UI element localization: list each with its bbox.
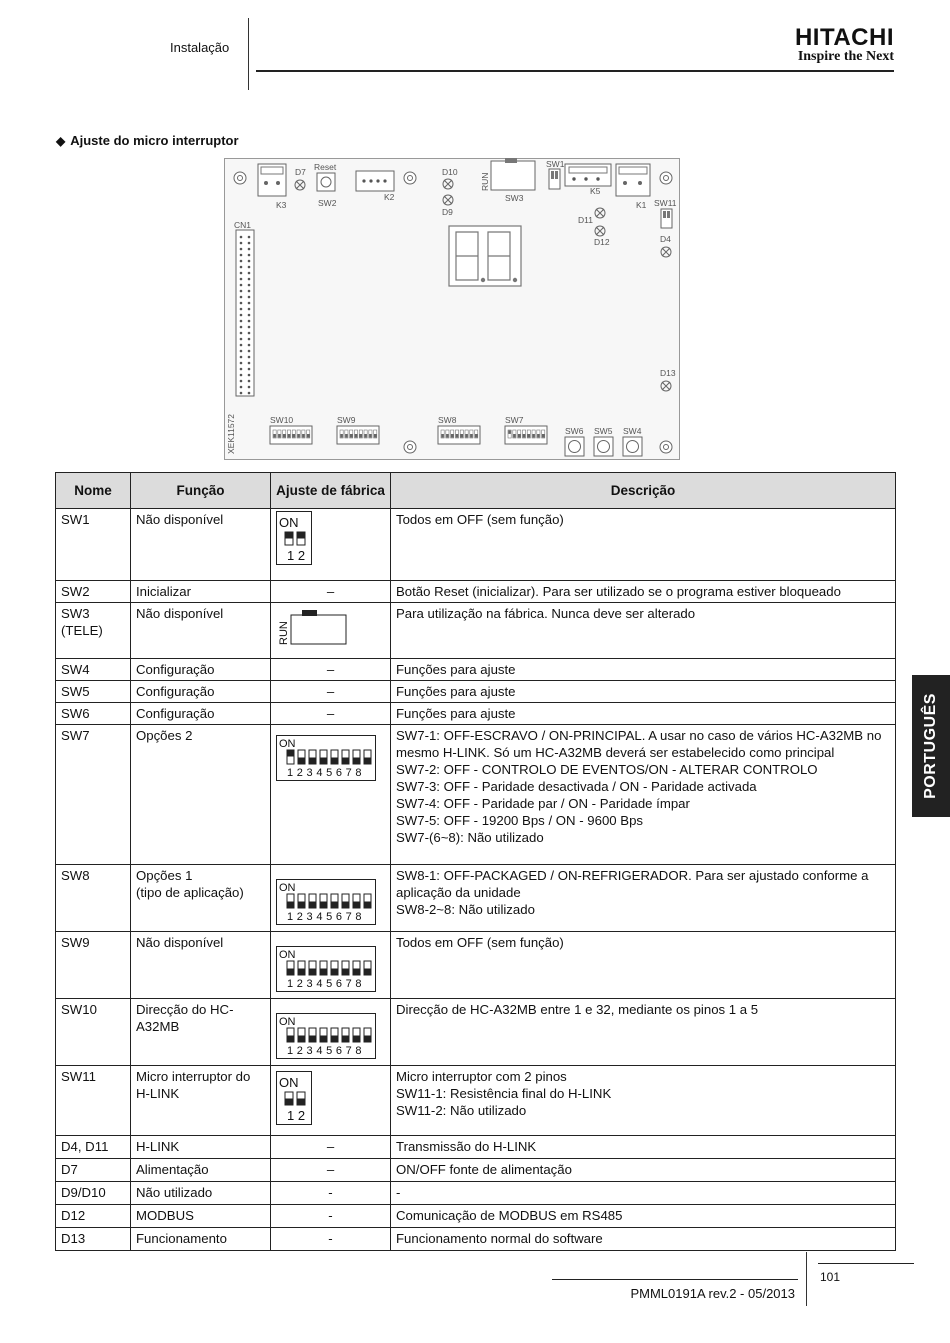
slide-switch-run-diagram <box>276 605 356 649</box>
svg-text:ON: ON <box>279 1075 299 1090</box>
table-row <box>56 1205 896 1228</box>
row-factory: - <box>271 1205 391 1228</box>
row-name: SW3 (TELE) <box>56 603 131 659</box>
header-rule <box>256 70 894 72</box>
row-function: Opções 1 (tipo de aplicação) <box>131 865 271 932</box>
table-row <box>56 509 896 581</box>
dip-knob <box>365 969 371 975</box>
row-description: Direcção de HC-A32MB entre 1 e 32, mediante os pinos 1 a 5 <box>391 999 896 1066</box>
k2-label: K2 <box>384 192 395 202</box>
row-function: Não disponível <box>131 932 271 999</box>
board-dip-knob <box>374 434 377 438</box>
cn1-pin <box>248 290 251 293</box>
row-function: Inicializar <box>131 581 271 603</box>
board-dip-knob <box>278 434 281 438</box>
row-factory: - <box>271 1182 391 1205</box>
dip-knob <box>343 758 349 764</box>
row-description: SW8-1: OFF-PACKAGED / ON-REFRIGERADOR. Para ser ajustado conforme a aplicação da unidade SW8-2~8: Não utilizado <box>391 865 896 932</box>
col-header-description: Descrição <box>391 473 896 509</box>
board-dip-knob <box>345 434 348 438</box>
k5-label: K5 <box>590 186 601 196</box>
dip-knob <box>332 969 338 975</box>
board-dip-knob <box>297 434 300 438</box>
board-dip-knob <box>360 434 363 438</box>
row-factory: – <box>271 703 391 725</box>
dip8-diagram-sw9 <box>276 946 376 992</box>
cn1-pin <box>248 266 251 269</box>
row-function: Configuração <box>131 659 271 681</box>
language-tab <box>912 675 950 817</box>
row-name: D13 <box>56 1228 131 1251</box>
board-dip-knob <box>475 434 478 438</box>
cn1-pin <box>248 368 251 371</box>
row-description: Funções para ajuste <box>391 703 896 725</box>
row-description: Todos em OFF (sem função) <box>391 509 896 581</box>
table-row <box>56 1182 896 1205</box>
row-factory: – <box>271 1136 391 1159</box>
section-title-text: Ajuste do micro interruptor <box>70 133 239 148</box>
d9-label: D9 <box>442 207 453 217</box>
svg-text:ON: ON <box>279 738 296 750</box>
table-row <box>56 703 896 725</box>
header-divider <box>248 18 249 90</box>
dip2-diagram-sw11 <box>276 1071 312 1125</box>
dip-knob <box>299 902 305 908</box>
dip-knob <box>310 758 316 764</box>
row-function: Não disponível <box>131 603 271 659</box>
row-factory: – <box>271 1159 391 1182</box>
board-dip-knob <box>340 434 343 438</box>
table-row <box>56 581 896 603</box>
cn1-pin <box>240 380 243 383</box>
dip-knob <box>365 1036 371 1042</box>
row-name: SW2 <box>56 581 131 603</box>
row-description: Transmissão do H-LINK <box>391 1136 896 1159</box>
table-row <box>56 725 896 865</box>
footer-rule <box>552 1279 798 1280</box>
dip-knob <box>343 969 349 975</box>
row-factory <box>271 932 391 999</box>
row-function: H-LINK <box>131 1136 271 1159</box>
cn1-pin <box>240 302 243 305</box>
row-function: MODBUS <box>131 1205 271 1228</box>
board-dip-knob <box>523 434 526 438</box>
table-row <box>56 1066 896 1136</box>
footer-document-code: PMML0191A rev.2 - 05/2013 <box>630 1286 795 1301</box>
cn1-pin <box>240 368 243 371</box>
cn1-pin <box>240 296 243 299</box>
row-description: Micro interruptor com 2 pinos SW11-1: Resistência final do H-LINK SW11-2: Não utilizado <box>391 1066 896 1136</box>
dip-knob <box>288 751 294 757</box>
cn1-pin <box>240 308 243 311</box>
board-dip-knob <box>528 434 531 438</box>
dip-knob <box>299 969 305 975</box>
cn1-pin <box>240 266 243 269</box>
cn1-pin <box>248 236 251 239</box>
cn1-pin <box>248 344 251 347</box>
board-dip-knob <box>307 434 310 438</box>
d13-label: D13 <box>660 368 676 378</box>
cn1-pin <box>248 374 251 377</box>
row-function: Alimentação <box>131 1159 271 1182</box>
page-number: 101 <box>820 1270 841 1284</box>
svg-text:ON: ON <box>279 1016 296 1028</box>
dip-knob <box>354 969 360 975</box>
cn1-pin <box>248 272 251 275</box>
dip-knob <box>310 1036 316 1042</box>
sw6-label: SW6 <box>565 426 584 436</box>
row-description: Comunicação de MODBUS em RS485 <box>391 1205 896 1228</box>
cn1-pin <box>240 338 243 341</box>
cn1-pin <box>248 242 251 245</box>
row-factory <box>271 865 391 932</box>
dip-knob <box>288 1036 294 1042</box>
table-row <box>56 932 896 999</box>
row-description: Para utilização na fábrica. Nunca deve ser alterado <box>391 603 896 659</box>
cn1-pin <box>240 356 243 359</box>
dip-knob <box>332 902 338 908</box>
row-factory <box>271 725 391 865</box>
row-name: SW5 <box>56 681 131 703</box>
row-name: D4, D11 <box>56 1136 131 1159</box>
cn1-pin <box>248 308 251 311</box>
cn1-pin <box>248 320 251 323</box>
cn1-pin <box>240 260 243 263</box>
d10-label: D10 <box>442 167 458 177</box>
row-function: Opções 2 <box>131 725 271 865</box>
sw3-label: SW3 <box>505 193 524 203</box>
row-factory: – <box>271 581 391 603</box>
row-name: D7 <box>56 1159 131 1182</box>
dip8-diagram-sw8 <box>276 879 376 925</box>
row-function: Configuração <box>131 681 271 703</box>
cn1-pin <box>248 314 251 317</box>
cn1-pin <box>240 284 243 287</box>
dip-knob <box>288 902 294 908</box>
brand-name: HITACHI <box>794 24 894 51</box>
row-function: Não disponível <box>131 509 271 581</box>
dip8-diagram-sw7 <box>276 735 376 781</box>
cn1-pin <box>248 386 251 389</box>
board-dip-knob <box>456 434 459 438</box>
cn1-pin <box>240 386 243 389</box>
board-dip-knob <box>451 434 454 438</box>
col-header-name: Nome <box>56 473 131 509</box>
row-description: - <box>391 1182 896 1205</box>
svg-text:1 2 3 4 5 6 7 8: 1 2 3 4 5 6 7 8 <box>287 911 362 923</box>
d12-label: D12 <box>594 237 610 247</box>
svg-text:RUN: RUN <box>278 621 290 645</box>
svg-text:1 2 3 4 5 6 7 8: 1 2 3 4 5 6 7 8 <box>287 978 362 990</box>
footer-divider <box>806 1252 807 1306</box>
reset-label: Reset <box>314 162 337 172</box>
sw5-label: SW5 <box>594 426 613 436</box>
cn1-pin <box>240 344 243 347</box>
d7-label: D7 <box>295 167 306 177</box>
board-dip-knob <box>465 434 468 438</box>
row-factory <box>271 509 391 581</box>
on-label: ON <box>279 515 299 530</box>
cn1-pin <box>248 278 251 281</box>
board-dip-knob <box>302 434 305 438</box>
brand-logo <box>760 26 894 64</box>
row-description: SW7-1: OFF-ESCRAVO / ON-PRINCIPAL. A usar no caso de vários HC-A32MB no mesmo H-LINK. Só um HC-A32MB deverá ser estabelecido como principal SW7-2: OFF - CONTROLO DE EVENTOS/ON - ALTERAR CONTROLO SW7-3: OFF - Paridade desactivada / ON - Paridade activada SW7-4: OFF - Paridade par / ON - Paridade ímpar SW7-5: OFF - 19200 Bps / ON - 9600 Bps SW7-(6~8): Não utilizado <box>391 725 896 865</box>
table-row <box>56 999 896 1066</box>
cn1-pin <box>240 362 243 365</box>
dip-knob <box>288 969 294 975</box>
cn1-pin <box>240 332 243 335</box>
board-dip-knob <box>293 434 296 438</box>
cn1-pin <box>248 392 251 395</box>
cn1-pin <box>240 254 243 257</box>
svg-text:ON: ON <box>279 882 296 894</box>
dip-knob <box>321 758 327 764</box>
cn1-pin <box>240 278 243 281</box>
board-dip-knob <box>283 434 286 438</box>
row-name: SW9 <box>56 932 131 999</box>
cn1-pin <box>248 254 251 257</box>
row-name: SW11 <box>56 1066 131 1136</box>
cn1-pin <box>248 248 251 251</box>
board-dip-knob <box>441 434 444 438</box>
row-function: Não utilizado <box>131 1182 271 1205</box>
row-description: Funcionamento normal do software <box>391 1228 896 1251</box>
dip-knob <box>343 902 349 908</box>
board-dip-knob <box>288 434 291 438</box>
d4-label: D4 <box>660 234 671 244</box>
row-factory: - <box>271 1228 391 1251</box>
table-row <box>56 603 896 659</box>
dip-knob <box>354 902 360 908</box>
d11-label: D11 <box>578 215 593 225</box>
dip-knob <box>354 1036 360 1042</box>
run-label: RUN <box>480 172 490 191</box>
cn1-pin <box>240 290 243 293</box>
board-dip-knob <box>273 434 276 438</box>
row-factory <box>271 603 391 659</box>
cn1-pin <box>248 260 251 263</box>
row-name: SW6 <box>56 703 131 725</box>
cn1-pin <box>248 362 251 365</box>
row-name: SW8 <box>56 865 131 932</box>
diamond-bullet-icon: ◆ <box>56 134 66 148</box>
dip8-diagram-sw10 <box>276 1013 376 1059</box>
row-factory: – <box>271 681 391 703</box>
table-row <box>56 659 896 681</box>
dip-knob <box>365 758 371 764</box>
cn1-pin <box>240 392 243 395</box>
cn1-pin <box>240 320 243 323</box>
row-description: Botão Reset (inicializar). Para ser utilizado se o programa estiver bloqueado <box>391 581 896 603</box>
cn1-pin <box>240 314 243 317</box>
dip-knob <box>310 902 316 908</box>
pcb-board-diagram <box>224 158 680 465</box>
row-name: D12 <box>56 1205 131 1228</box>
board-dip-knob <box>355 434 358 438</box>
board-dip-knob <box>537 434 540 438</box>
dip-knob <box>365 902 371 908</box>
row-factory: – <box>271 659 391 681</box>
table-row <box>56 1228 896 1251</box>
dip2-diagram-sw1 <box>276 511 312 565</box>
table-header-row <box>56 473 896 509</box>
cn1-pin <box>240 242 243 245</box>
sw4-label: SW4 <box>623 426 642 436</box>
k3-label: K3 <box>276 200 287 210</box>
cn1-pin <box>248 332 251 335</box>
cn1-pin <box>240 236 243 239</box>
cn1-pin <box>240 272 243 275</box>
cn1-pin <box>248 296 251 299</box>
svg-text:ON: ON <box>279 949 296 961</box>
board-dip-knob <box>350 434 353 438</box>
cn1-pin <box>248 356 251 359</box>
table-row <box>56 865 896 932</box>
cn1-pin <box>248 302 251 305</box>
dip-knob <box>299 1036 305 1042</box>
svg-text:1 2 3 4 5 6 7 8: 1 2 3 4 5 6 7 8 <box>287 1045 362 1057</box>
dip-knob <box>310 969 316 975</box>
row-factory <box>271 1066 391 1136</box>
cn1-label: CN1 <box>234 220 252 230</box>
sw7-label: SW7 <box>505 415 524 425</box>
cn1-pin <box>240 326 243 329</box>
sw1-label: SW1 <box>546 159 565 169</box>
dip-knob <box>354 758 360 764</box>
row-function: Micro interruptor do H-LINK <box>131 1066 271 1136</box>
table-row <box>56 1159 896 1182</box>
board-dip-knob <box>532 434 535 438</box>
row-name: SW4 <box>56 659 131 681</box>
row-factory <box>271 999 391 1066</box>
cn1-pin <box>248 338 251 341</box>
footer-rule-right <box>818 1263 914 1264</box>
row-description: Funções para ajuste <box>391 681 896 703</box>
svg-text:1 2 3 4 5 6 7 8: 1 2 3 4 5 6 7 8 <box>287 767 362 779</box>
cn1-pin <box>248 380 251 383</box>
cn1-pin <box>240 374 243 377</box>
board-dip-knob <box>542 434 545 438</box>
row-name: SW10 <box>56 999 131 1066</box>
board-dip-knob <box>369 434 372 438</box>
table-row <box>56 681 896 703</box>
row-name: SW1 <box>56 509 131 581</box>
row-function: Funcionamento <box>131 1228 271 1251</box>
sw8-label: SW8 <box>438 415 457 425</box>
dip-knob <box>332 758 338 764</box>
row-name: SW7 <box>56 725 131 865</box>
language-tab-label: PORTUGUÊS <box>922 693 939 799</box>
pin-numbers: 1 2 <box>287 548 306 563</box>
sw2-label: SW2 <box>318 198 337 208</box>
sw11-label: SW11 <box>654 198 677 208</box>
cn1-pin <box>248 284 251 287</box>
board-code-label: XEK11572 <box>226 413 236 454</box>
row-description: ON/OFF fonte de alimentação <box>391 1159 896 1182</box>
table-row <box>56 1136 896 1159</box>
board-dip-knob <box>461 434 464 438</box>
row-function: Direcção do HC-A32MB <box>131 999 271 1066</box>
sw9-label: SW9 <box>337 415 356 425</box>
row-name: D9/D10 <box>56 1182 131 1205</box>
dip-knob <box>321 902 327 908</box>
col-header-factory: Ajuste de fábrica <box>271 473 391 509</box>
dip-knob <box>299 758 305 764</box>
section-title <box>56 133 239 148</box>
row-description: Todos em OFF (sem função) <box>391 932 896 999</box>
board-dip-knob <box>508 430 511 434</box>
brand-tagline: Inspire the Next <box>797 49 894 64</box>
col-header-function: Função <box>131 473 271 509</box>
dip-knob <box>321 1036 327 1042</box>
dip-knob <box>343 1036 349 1042</box>
cn1-pin <box>240 350 243 353</box>
svg-text:1 2: 1 2 <box>287 1108 306 1123</box>
board-dip-knob <box>446 434 449 438</box>
switch-settings-table <box>55 472 896 1251</box>
row-description: Funções para ajuste <box>391 659 896 681</box>
cn1-pin <box>248 326 251 329</box>
header-section-label: Instalação <box>170 40 230 55</box>
dip-knob <box>332 1036 338 1042</box>
row-function: Configuração <box>131 703 271 725</box>
seven-segment-display <box>449 226 521 286</box>
sw10-label: SW10 <box>270 415 294 425</box>
board-dip-knob <box>513 434 516 438</box>
k1-label: K1 <box>636 200 647 210</box>
board-dip-knob <box>518 434 521 438</box>
board-dip-knob <box>364 434 367 438</box>
board-dip-knob <box>470 434 473 438</box>
dip-knob <box>321 969 327 975</box>
cn1-pin <box>248 350 251 353</box>
cn1-pin <box>240 248 243 251</box>
